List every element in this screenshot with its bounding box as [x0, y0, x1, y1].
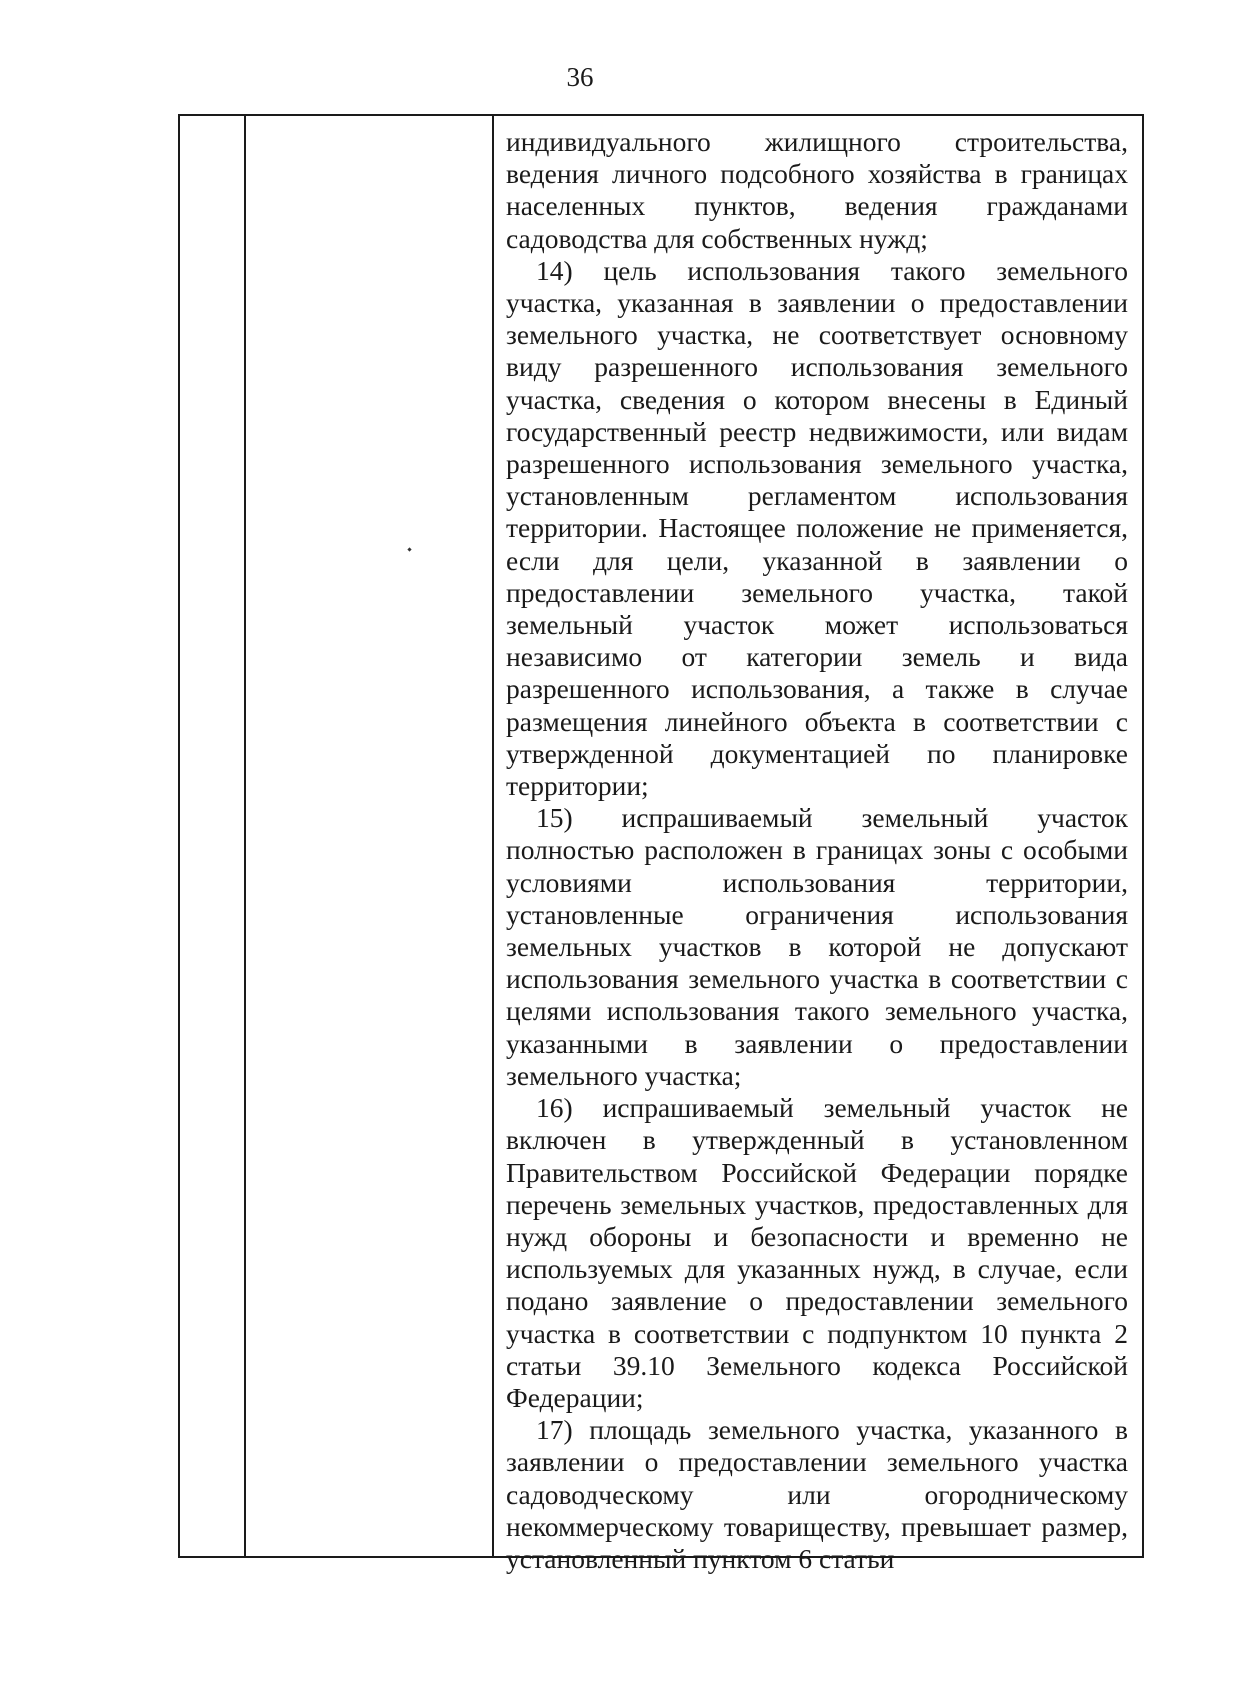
scan-artifact-mark	[407, 547, 411, 551]
table-column-text	[494, 116, 1142, 1574]
table-column-name	[246, 116, 494, 1556]
table-column-number	[180, 116, 246, 1556]
page-number: 36	[566, 62, 594, 92]
paragraph-intro: индивидуального жилищного строительства, ведения личного подсобного хозяйства в границах населенных пунктов, ведения гражданами садоводства для собственных нужд;	[506, 126, 1128, 254]
paragraph-item-14: 14) цель использования такого земельного участка, указанная в заявлении о предоставлении земельного участка, не соответствует основному виду разрешенного использования земельного участка, сведения о котором внесены в Единый государственный реестр недвижимости, или видам разрешенного использования земельного участка, установленным регламентом использования территории. Настоящее положение не применяется, если для цели, указанной в заявлении о предоставлении земельного участка, такой земельный участок может использоваться независимо от категории земель и вида разрешенного использования, а также в случае размещения линейного объекта в соответствии с утвержденной документацией по планировке территории;	[506, 254, 1128, 802]
paragraph-item-16: 16) испрашиваемый земельный участок не включен в утвержденный в установленном Правительством Российской Федерации порядке перечень земельных участков, предоставленных для нужд обороны и безопасности и временно не используемых для указанных нужд, в случае, если подано заявление о предоставлении земельного участка в соответствии с подпунктом 10 пункта 2 статьи 39.10 Земельного кодекса Российской Федерации;	[506, 1092, 1128, 1413]
paragraph-item-17: 17) площадь земельного участка, указанного в заявлении о предоставлении земельного участка садоводческому или огородническому некоммерческому товариществу, превышает размер, установленный пунктом 6 статьи	[506, 1414, 1128, 1574]
document-table	[178, 114, 1144, 1574]
paragraph-item-15: 15) испрашиваемый земельный участок полностью расположен в границах зоны с особыми условиями использования территории, установленные ограничения использования земельных участков в которой не допускают использования земельного участка в соответствии с целями использования такого земельного участка, указанными в заявлении о предоставлении земельного участка;	[506, 802, 1128, 1091]
